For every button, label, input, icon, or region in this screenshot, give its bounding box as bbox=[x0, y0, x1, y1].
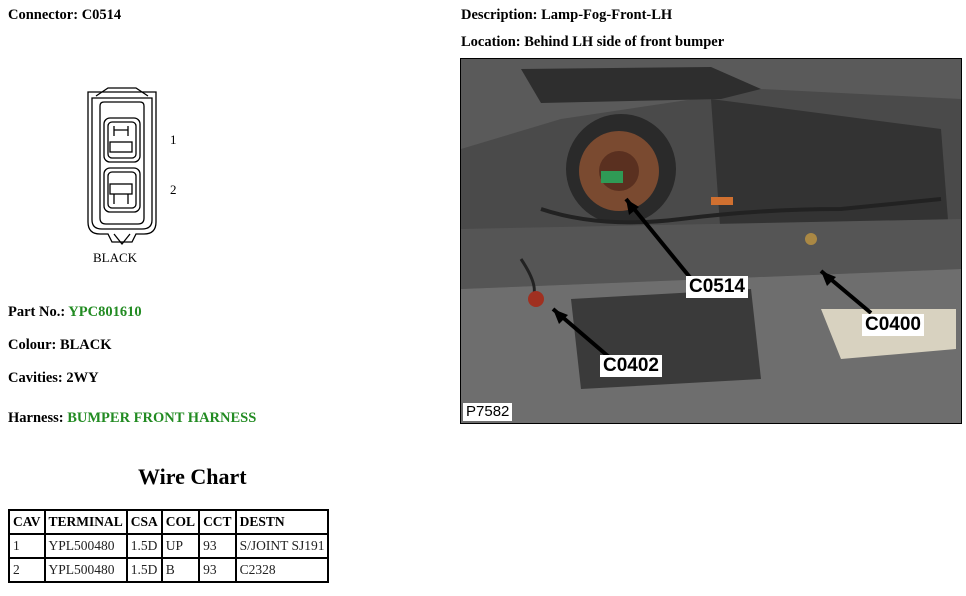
location-photo bbox=[460, 58, 962, 424]
table-cell: YPL500480 bbox=[45, 534, 127, 558]
table-row bbox=[9, 534, 328, 558]
table-cell: 1.5D bbox=[127, 558, 162, 582]
harness-label: Harness: bbox=[8, 410, 64, 426]
table-cell: YPL500480 bbox=[45, 558, 127, 582]
table-cell: 1 bbox=[9, 534, 45, 558]
colour-line bbox=[8, 337, 112, 354]
col-header: CSA bbox=[127, 510, 162, 534]
connector-color-label: BLACK bbox=[93, 250, 138, 265]
callout-c0402: C0402 bbox=[600, 355, 662, 377]
connector-label: Connector: bbox=[8, 7, 79, 23]
location-value: Behind LH side of front bumper bbox=[524, 34, 725, 50]
harness-line bbox=[8, 410, 256, 427]
pin-1-label: 1 bbox=[170, 132, 177, 147]
connector-face-diagram bbox=[76, 82, 196, 272]
pin-2-label: 2 bbox=[170, 182, 177, 197]
wire-chart-title: Wire Chart bbox=[138, 464, 247, 489]
col-header: DESTN bbox=[236, 510, 329, 534]
col-header: TERMINAL bbox=[45, 510, 127, 534]
table-cell: 93 bbox=[199, 534, 236, 558]
description-value: Lamp-Fog-Front-LH bbox=[541, 7, 673, 23]
cavities-value: 2WY bbox=[66, 370, 99, 386]
photo-id: P7582 bbox=[463, 403, 512, 421]
connector-value: C0514 bbox=[81, 7, 122, 23]
location-label: Location: bbox=[461, 34, 521, 50]
table-cell: UP bbox=[162, 534, 199, 558]
table-cell: S/JOINT SJ191 bbox=[236, 534, 329, 558]
description-label: Description: bbox=[461, 7, 538, 23]
cavities-line bbox=[8, 370, 99, 387]
wire-chart-table bbox=[8, 509, 329, 583]
callout-c0400: C0400 bbox=[862, 314, 924, 336]
harness-link[interactable]: BUMPER FRONT HARNESS bbox=[67, 410, 257, 426]
table-cell: B bbox=[162, 558, 199, 582]
col-header: CAV bbox=[9, 510, 45, 534]
table-cell: 2 bbox=[9, 558, 45, 582]
part-no-label: Part No.: bbox=[8, 304, 66, 320]
table-header-row bbox=[9, 510, 328, 534]
location-line bbox=[461, 34, 724, 51]
col-header: CCT bbox=[199, 510, 236, 534]
colour-value: BLACK bbox=[59, 337, 112, 353]
part-no-link[interactable]: YPC801610 bbox=[68, 304, 142, 320]
table-cell: 1.5D bbox=[127, 534, 162, 558]
part-no-line bbox=[8, 304, 142, 321]
cavities-label: Cavities: bbox=[8, 370, 63, 386]
table-cell: 93 bbox=[199, 558, 236, 582]
col-header: COL bbox=[162, 510, 199, 534]
table-row bbox=[9, 558, 328, 582]
callout-c0514: C0514 bbox=[686, 276, 748, 298]
table-cell: C2328 bbox=[236, 558, 329, 582]
colour-label: Colour: bbox=[8, 337, 57, 353]
photo-illustration bbox=[461, 59, 961, 423]
description-line bbox=[461, 7, 672, 24]
connector-line bbox=[8, 7, 121, 24]
